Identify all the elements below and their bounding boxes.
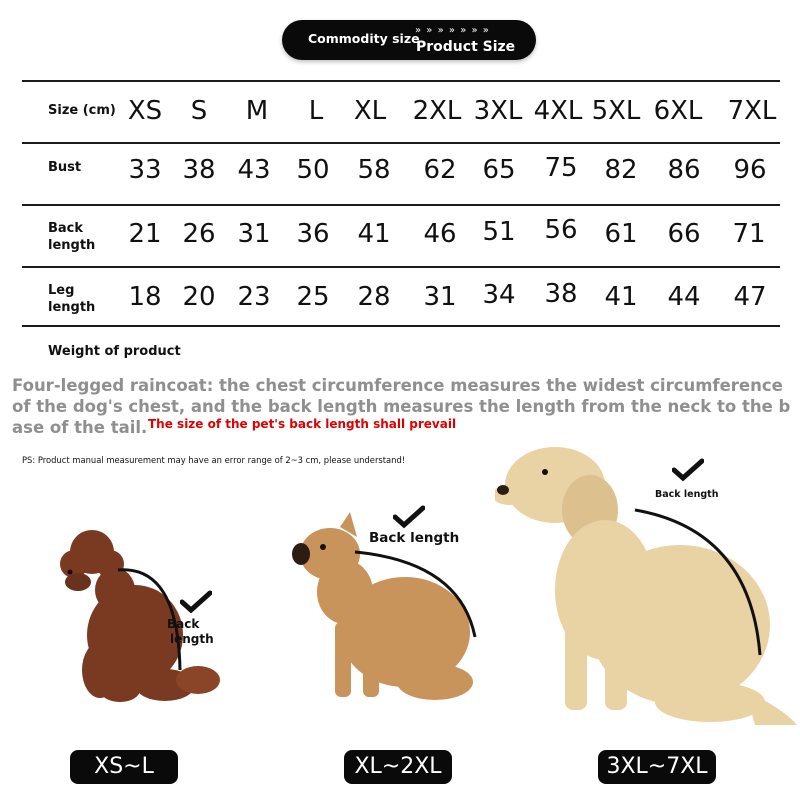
retriever-back-label: Back length <box>655 489 719 500</box>
table-cell: 62 <box>423 155 457 185</box>
check-icon <box>672 458 704 482</box>
table-cell: 86 <box>667 155 701 185</box>
size-header-6xl: 6XL <box>653 96 703 126</box>
size-header-5xl: 5XL <box>591 96 641 126</box>
table-cell: 34 <box>482 280 516 310</box>
golden-retriever-illustration <box>495 440 800 730</box>
table-cell: 25 <box>296 282 330 312</box>
row-label-back-length-line1: Back <box>48 221 84 236</box>
size-header-m: M <box>245 96 269 126</box>
size-header-4xl: 4XL <box>533 96 583 126</box>
table-cell: 26 <box>182 219 216 249</box>
table-cell: 38 <box>182 155 216 185</box>
size-range-xl-2xl: XL~2XL <box>344 750 452 784</box>
row-label-back-length-line2: length <box>48 238 96 253</box>
product-size-header <box>282 20 536 60</box>
check-icon <box>393 505 425 529</box>
table-cell: 43 <box>237 155 271 185</box>
table-cell: 47 <box>733 282 767 312</box>
table-cell: 46 <box>423 219 457 249</box>
size-cm-header: Size (cm) <box>48 103 116 118</box>
table-cell: 56 <box>544 215 578 245</box>
row-label-leg-length-line2: length <box>48 300 96 315</box>
size-header-2xl: 2XL <box>412 96 462 126</box>
table-bottom-rule <box>22 325 780 327</box>
ps-note: PS: Product manual measurement may have an error range of 2~3 cm, please understand! <box>22 455 406 465</box>
table-top-rule <box>22 80 780 82</box>
table-cell: 71 <box>732 219 766 249</box>
table-cell: 65 <box>482 155 516 185</box>
table-cell: 50 <box>296 155 330 185</box>
table-cell: 51 <box>482 217 516 247</box>
table-cell: 20 <box>182 282 216 312</box>
table-cell: 18 <box>128 282 162 312</box>
table-rule <box>22 204 780 206</box>
product-size-label: Product Size <box>416 39 516 55</box>
bulldog-back-label: Back length <box>369 530 460 546</box>
commodity-size-label: Commodity size <box>308 31 420 46</box>
table-cell: 58 <box>357 155 391 185</box>
poodle-back-label-line1: Back <box>167 617 200 631</box>
table-cell: 38 <box>544 279 578 309</box>
size-header-xl: XL <box>353 96 387 126</box>
table-cell: 41 <box>357 219 391 249</box>
size-header-3xl: 3XL <box>473 96 523 126</box>
table-cell: 21 <box>128 219 162 249</box>
table-cell: 31 <box>237 219 271 249</box>
table-cell: 41 <box>604 282 638 312</box>
table-cell: 66 <box>667 219 701 249</box>
size-header-xs: XS <box>127 96 163 126</box>
table-cell: 33 <box>128 155 162 185</box>
poodle-back-label-line2: length <box>170 632 214 646</box>
row-label-leg-length-line1: Leg <box>48 283 75 298</box>
size-range-3xl-7xl: 3XL~7XL <box>598 750 716 784</box>
header-arrows: » » » » » » » <box>415 25 490 36</box>
check-icon <box>180 590 212 614</box>
table-cell: 31 <box>423 282 457 312</box>
back-length-prevail-note: The size of the pet's back length shall prevail <box>148 417 457 431</box>
size-header-s: S <box>190 96 208 126</box>
weight-of-product-label: Weight of product <box>48 344 181 359</box>
size-range-xs-l: XS~L <box>70 750 178 784</box>
size-header-7xl: 7XL <box>727 96 777 126</box>
table-cell: 82 <box>604 155 638 185</box>
description-text: Four-legged raincoat: the chest circumference measures the widest circumference of the dog's chest, and the back length measures the length from the neck to the base of the tail. <box>12 376 791 437</box>
table-cell: 61 <box>604 219 638 249</box>
table-cell: 96 <box>733 155 767 185</box>
size-header-l: L <box>308 96 324 126</box>
table-cell: 23 <box>237 282 271 312</box>
table-rule <box>22 142 780 144</box>
poodle-illustration <box>40 520 230 710</box>
row-label-bust: Bust <box>48 160 82 175</box>
table-cell: 75 <box>544 153 578 183</box>
table-rule <box>22 266 780 268</box>
table-cell: 44 <box>667 282 701 312</box>
table-cell: 28 <box>357 282 391 312</box>
table-cell: 36 <box>296 219 330 249</box>
